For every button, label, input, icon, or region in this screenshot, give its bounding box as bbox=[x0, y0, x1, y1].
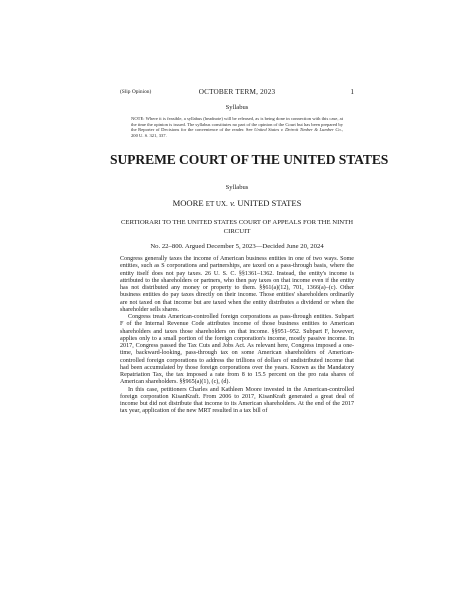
case-name bbox=[120, 198, 354, 208]
docket-line: No. 22–800. Argued December 5, 2023—Decided June 20, 2024 bbox=[150, 243, 324, 250]
petitioner-name: MOORE bbox=[172, 198, 206, 208]
body-paragraph-2: Congress treats American-controlled foreign corporations as pass-through entities. Subpart F of the Internal Revenue Code attributes income of those business entities to American shareholders and taxes those shareholders on that income. §§951–952. Subpart F, however, applies only to a small portion of the foreign corporation's income, mostly passive income. In 2017, Congress passed the Tax Cuts and Jobs Act. As relevant here, Congress imposed a one-time, backward-looking, pass-through tax on some American shareholders of American-controlled foreign corporations to address the trillions of dollars of undistributed income that had been accumulated by those foreign corporations over the years. Known as the Mandatory Repatriation Tax, the tax imposed a rate from 8 to 15.5 percent on the pro rata shares of American shareholders. §§965(a)(1), (c), (d). bbox=[120, 314, 354, 386]
versus-label: v. bbox=[227, 198, 238, 208]
page-number: 1 bbox=[350, 88, 354, 96]
syllabus-heading: Syllabus bbox=[225, 104, 249, 111]
note-citation-tail: , 200 U. S. 321, 337. bbox=[131, 127, 343, 138]
syllabus-subheading: Syllabus bbox=[225, 184, 249, 191]
running-header bbox=[120, 88, 354, 100]
syllabus-body bbox=[120, 256, 354, 416]
note-lead: NOTE: bbox=[131, 116, 145, 121]
et-ux-label: ET UX. bbox=[205, 200, 228, 208]
body-paragraph-1: Congress generally taxes the income of American business entities in one of two ways. Some entities, such as S corporations and partnerships, are taxed on a pass-through basis, where the entity itself does not pay taxes. 26 U. S. C. §§1361–1362. Instead, the entity's income is attributed to the shareholders or partners, who then pay taxes on that income even if the entity has not distributed any money or property to them. §§61(a)(12), 701, 1366(a)–(c). Other business entities do pay taxes directly on their income. Those entities' shareholders ordinarily are not taxed on that income but are taxed when the entity distributes a dividend or when the shareholder sells shares. bbox=[120, 256, 354, 313]
respondent-name: UNITED STATES bbox=[237, 198, 302, 208]
slip-opinion-label: (Slip Opinion) bbox=[120, 89, 152, 95]
term-label: OCTOBER TERM, 2023 bbox=[198, 88, 276, 96]
court-title: SUPREME COURT OF THE UNITED STATES bbox=[110, 152, 389, 167]
reporter-note bbox=[131, 116, 343, 138]
note-citation: United States v. Detroit Timber & Lumber Co. bbox=[254, 127, 342, 133]
certiorari-line: CERTIORARI TO THE UNITED STATES COURT OF APPEALS FOR THE NINTH CIRCUIT bbox=[120, 219, 354, 235]
note-text: Where it is feasible, a syllabus (headnote) will be released, as is being done in connection with this case, at the time the opinion is issued. The syllabus constitutes no part of the opinion of the Court but has been prepared by the Reporter of Decisions for the convenience of the reader. See bbox=[131, 116, 343, 133]
body-paragraph-3: In this case, petitioners Charles and Kathleen Moore invested in the American-controlled foreign corporation KisanKraft. From 2006 to 2017, KisanKraft generated a great deal of income but did not distribute that income to its American shareholders. At the end of the 2017 tax year, application of the new MRT resulted in a tax bill of bbox=[120, 386, 354, 415]
